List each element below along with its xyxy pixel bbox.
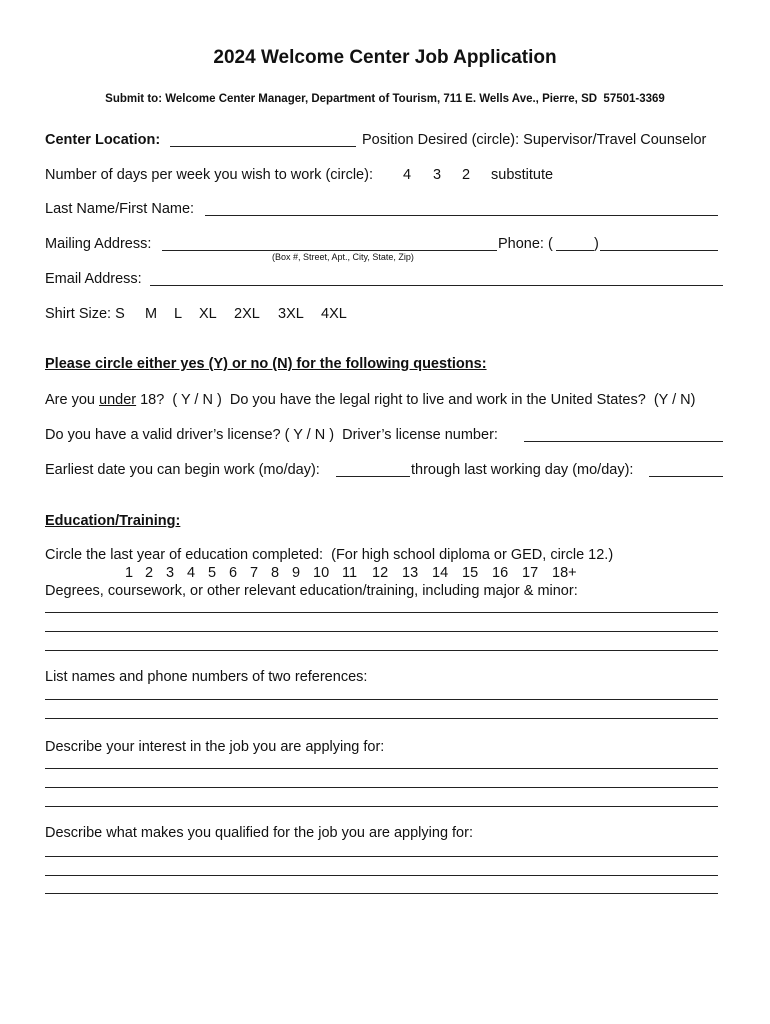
q1-text-a: Are you [45,392,99,408]
interest-line-1[interactable] [45,768,718,769]
education-instruction: Circle the last year of education completed: (For high school diploma or GED, circle 12.) [45,547,614,563]
qualified-line-3[interactable] [45,893,718,894]
days-option-2[interactable]: 2 [462,167,471,183]
degrees-line-2[interactable] [45,631,718,632]
last-first-name-label: Last Name/First Name: [45,201,195,217]
email-address-field[interactable] [150,285,723,286]
question-age-and-work-rights[interactable] [45,391,695,409]
submit-to-address: Submit to: Welcome Center Manager, Department of Tourism, 711 E. Wells Ave., Pierre, SD 57501-3369 [105,93,665,105]
question-drivers-license[interactable]: Do you have a valid driver’s license? ( Y / N ) Driver’s license number: [45,427,498,443]
shirt-size-l[interactable]: L [174,306,183,322]
references-line-2[interactable] [45,718,718,719]
year-option[interactable]: 14 [432,565,449,581]
last-day-field[interactable] [649,476,723,477]
q1-under: under [99,392,137,408]
degrees-line-3[interactable] [45,650,718,651]
days-option-4[interactable]: 4 [403,167,412,183]
qualified-line-2[interactable] [45,875,718,876]
year-option[interactable]: 11 [342,565,358,581]
address-format-hint: (Box #, Street, Apt., City, State, Zip) [272,252,414,262]
position-desired-label: Position Desired (circle): Supervisor/Travel Counselor [362,132,707,148]
center-location-field[interactable] [170,146,356,147]
interest-line-2[interactable] [45,787,718,788]
q1-text-b: 18? ( Y / N ) Do you have the legal right to live and work in the United States? (Y / N) [136,392,696,408]
days-option-3[interactable]: 3 [433,167,442,183]
drivers-license-number-field[interactable] [524,441,723,442]
phone-area-code-field[interactable] [556,250,594,251]
shirt-size-label: Shirt Size: S [45,306,125,322]
year-option[interactable]: 17 [522,565,539,581]
earliest-date-label: Earliest date you can begin work (mo/day): [45,462,320,478]
yes-no-heading: Please circle either yes (Y) or no (N) for the following questions: [45,356,487,372]
shirt-size-4xl[interactable]: 4XL [321,306,347,322]
form-title: 2024 Welcome Center Job Application [213,47,557,68]
shirt-size-3xl[interactable]: 3XL [278,306,304,322]
days-per-week-label: Number of days per week you wish to work (circle): [45,167,373,183]
year-option[interactable]: 8 [271,565,280,581]
year-option[interactable]: 4 [187,565,196,581]
qualified-label: Describe what makes you qualified for the job you are applying for: [45,825,473,841]
interest-line-3[interactable] [45,806,718,807]
references-label: List names and phone numbers of two references: [45,669,368,685]
phone-number-field[interactable] [600,250,718,251]
year-option[interactable]: 9 [292,565,301,581]
shirt-size-m[interactable]: M [145,306,158,322]
name-field[interactable] [205,215,718,216]
shirt-size-xl[interactable]: XL [199,306,217,322]
degrees-line-1[interactable] [45,612,718,613]
year-option[interactable]: 10 [313,565,330,581]
mailing-address-label: Mailing Address: [45,236,152,252]
phone-paren-close: ) [594,236,599,252]
interest-label: Describe your interest in the job you are applying for: [45,739,385,755]
email-address-label: Email Address: [45,271,142,287]
year-option[interactable]: 7 [250,565,259,581]
year-option[interactable]: 18+ [552,565,577,581]
year-option[interactable]: 16 [492,565,509,581]
center-location-label: Center Location: [45,132,161,148]
phone-label: Phone: ( [498,236,553,252]
year-option[interactable]: 15 [462,565,479,581]
year-option[interactable]: 5 [208,565,217,581]
year-option[interactable]: 13 [402,565,419,581]
earliest-date-field[interactable] [336,476,410,477]
year-option[interactable]: 1 [125,565,134,581]
year-option[interactable]: 12 [372,565,389,581]
shirt-size-2xl[interactable]: 2XL [234,306,260,322]
year-option[interactable]: 3 [166,565,175,581]
year-option[interactable]: 2 [145,565,154,581]
qualified-line-1[interactable] [45,856,718,857]
degrees-label: Degrees, coursework, or other relevant education/training, including major & minor: [45,583,578,599]
days-option-substitute[interactable]: substitute [491,167,554,183]
education-heading: Education/Training: [45,513,181,529]
mailing-address-field[interactable] [162,250,497,251]
references-line-1[interactable] [45,699,718,700]
last-day-label: through last working day (mo/day): [411,462,634,478]
year-option[interactable]: 6 [229,565,238,581]
